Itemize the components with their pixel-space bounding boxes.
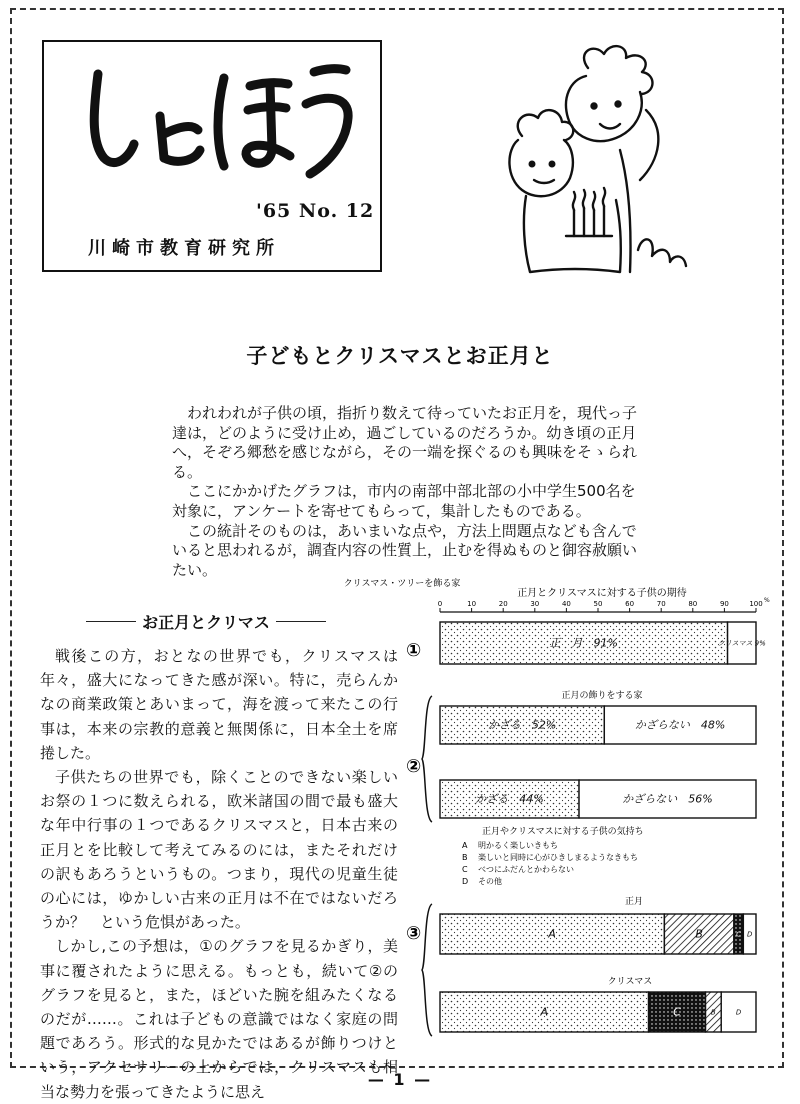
chart-tick-label: 90 [719,600,729,608]
chart-tick-label: 60 [625,600,635,608]
intro-paragraph: この統計そのものは，あいまいな点や，方法上問題点なども含んでいると思われるが，調査内容の性質上，止むを得ぬものと御容赦願いたい。 [172,521,638,579]
chart-group-marker: ③ [406,923,422,944]
chart-data-label: B [710,1008,716,1017]
body-paragraph: しかし,この予想は，①のグラフを見るかぎり，美事に覆されたように思える。もっとも，続いて②のグラフを見ると，また，ほどいた腕を組みたくなるのだが……。これは子どもの意識ではなく家庭の問題であろう。形式的な見かたではあるが飾りつけという，アクセサリーの上からでは，クリスマスも相当な勢力を張ってきたように思え [40,937,398,1101]
chart-data-label: A [548,927,556,941]
chart-data-label: かざる 52% [487,718,557,732]
chart-data-label: かざらない 56% [622,792,713,806]
chart-data-label: かざる 44% [475,792,544,806]
organization-name: 川崎市教育研究所 [88,238,280,259]
chart-bar-title: 正月 [624,897,644,907]
chart-group-brace [422,904,432,1036]
chart-data-label: クリスマス 9% [717,639,766,648]
chart-legend-text: 明かるく楽しいきもち [478,841,558,850]
intro-paragraphs [172,404,642,580]
chart-data-label: かざらない 48% [634,718,726,732]
chart-axis-unit: % [764,597,770,604]
body-text [40,644,398,1104]
chart-data-label: D [735,1008,742,1017]
chart-tick-label: 40 [561,600,571,608]
chart-group-brace [422,696,432,822]
chart-legend-key: D [462,877,469,886]
chart-bar-title: クリスマス・ツリーを飾る家 [343,579,461,589]
section-heading [86,610,326,633]
chart-legend-text: 楽しいと同時に心がひきしまるようなきもち [478,853,638,862]
article-title: 子どもとクリスマスとお正月と [246,344,554,368]
chart-bar-title: 正月の飾りをする家 [561,691,643,701]
chart-data-label: 正 月 91% [549,636,619,650]
chart-tick-label: 30 [530,600,540,608]
chart-tick-label: 100 [749,600,763,608]
chart-legend-key: A [462,841,468,850]
heading-rule-right [276,621,326,622]
chart-legend-text: べつにふだんとかわらない [478,865,574,874]
chart-title: 正月とクリスマスに対する子供の期待 [517,588,687,599]
issue-number: '65 No. 12 [256,200,375,222]
page-number: — 1 — [367,1070,433,1089]
masthead [42,40,382,272]
intro-paragraph: われわれが子供の頃，指折り数えて待っていたお正月を，現代っ子達は，どのように受け止め，過ごしているのだろうか。幼き頃の正月へ，そぞろ郷愁を感じながら，その一端を探ぐるのも興味をそゝられる。 [172,404,638,481]
chart-bar-title: クリスマス [607,977,653,987]
chart-data-label: D [746,930,753,939]
chart-legend-key: B [462,853,468,862]
heading-rule-left [86,621,136,622]
survey-bar-chart [343,579,782,1046]
logo-image [64,46,364,186]
chart-group-title: 正月やクリスマスに対する子供の気持ち [482,827,644,837]
chart-legend-key: C [462,865,468,874]
section-heading-text: お正月とクリマス [142,613,270,632]
chart-data-label: A [540,1005,549,1019]
chart-tick-label: 20 [498,600,508,608]
body-paragraph: 子供たちの世界でも，除くことのできない楽しいお祭の１つに数えられる，欧米諸国の間で最も盛大な年中行事の１つであるクリスマスと，日本古来の正月とを比較して考えてみるのには，またそれだけの訳もあろうというもの。つまり，現代の児童生徒の心には，ゆかしい古来の正月は不在ではないだろうか？ という危惧があった。 [40,768,398,932]
chart-data-label: B [695,927,703,941]
chart-data-label: C [673,1005,681,1019]
chart-group-marker: ① [406,640,422,661]
chart-tick-label: 50 [593,600,603,608]
chart-legend-text: その他 [478,877,502,886]
chart-tick-label: 70 [656,600,666,608]
intro-paragraph: ここにかかげたグラフは，市内の南部中部北部の小中学生500名を対象に，アンケートを寄せてもらって，集計したものである。 [172,482,636,520]
chart-tick-label: 10 [467,600,477,608]
children-candles-illustration [470,40,700,280]
chart-tick-label: 80 [688,600,698,608]
chart-data-label: C [736,930,742,939]
chart-group-marker: ② [406,756,422,777]
body-paragraph: 戦後この方，おとなの世界でも，クリスマスは年々，盛大になってきた感が深い。特に，売らんかなの商業政策とあいまって，海を渡って来たこの行事は，本来の宗教的意義と無関係に，日本全土を席捲した。 [40,647,398,762]
chart-tick-label: 0 [437,600,443,608]
